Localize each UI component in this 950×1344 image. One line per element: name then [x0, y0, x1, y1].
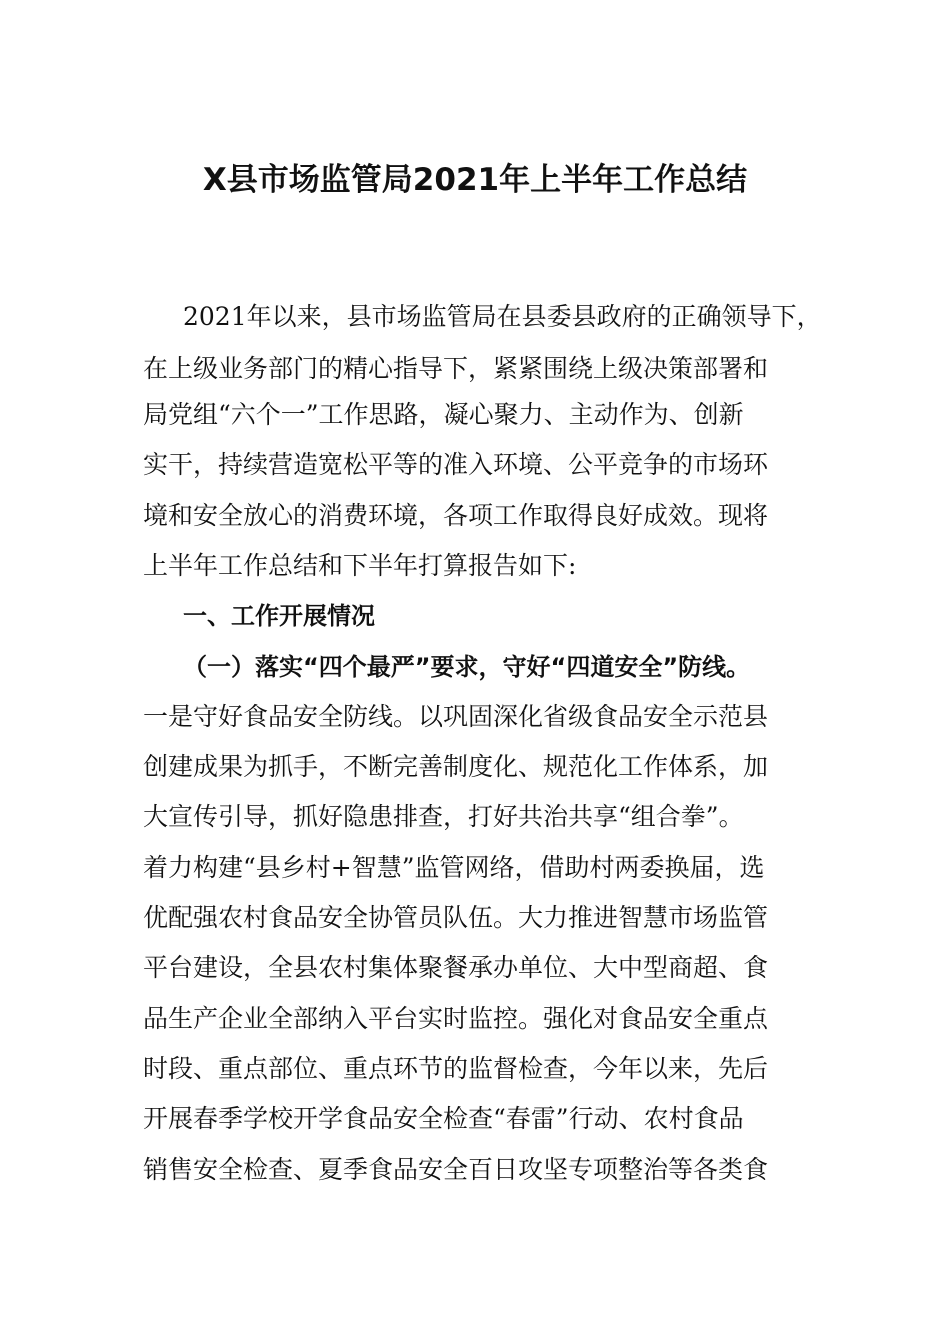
paragraph-line: 平台建设，全县农村集体聚餐承办单位、大中型商超、食 — [143, 953, 769, 982]
paragraph-line: 实干，持续营造宽松平等的准入环境、公平竞争的市场环 — [143, 450, 769, 479]
paragraph-line: 大宣传引导，抓好隐患排查，打好共治共享“组合拳”。 — [143, 802, 744, 831]
paragraph-line: 优配强农村食品安全协管员队伍。大力推进智慧市场监管 — [143, 903, 769, 932]
paragraph-line: 开展春季学校开学食品安全检查“春雷”行动、农村食品 — [143, 1104, 744, 1133]
paragraph-line: 2021年以来，县市场监管局在县委县政府的正确领导下， — [183, 302, 822, 331]
document-title: X县市场监管局2021年上半年工作总结 — [202, 162, 748, 198]
paragraph-line: 创建成果为抓手，不断完善制度化、规范化工作体系，加 — [143, 752, 769, 781]
paragraph-line: 一是守好食品安全防线。以巩固深化省级食品安全示范县 — [143, 702, 769, 731]
paragraph-line: 时段、重点部位、重点环节的监督检查，今年以来，先后 — [143, 1054, 769, 1083]
paragraph-line: 上半年工作总结和下半年打算报告如下: — [143, 551, 577, 580]
paragraph-line: 品生产企业全部纳入平台实时监控。强化对食品安全重点 — [143, 1004, 769, 1033]
paragraph-line: 境和安全放心的消费环境，各项工作取得良好成效。现将 — [143, 501, 769, 530]
paragraph-line: 销售安全检查、夏季食品安全百日攻坚专项整治等各类食 — [143, 1155, 769, 1184]
paragraph-line: 着力构建“县乡村+智慧”监管网络，借助村两委换届，选 — [143, 853, 765, 882]
subsection-heading: （一）落实“四个最严”要求，守好“四道安全”防线。 — [183, 653, 751, 681]
section-heading: 一、工作开展情况 — [183, 602, 375, 630]
paragraph-line: 在上级业务部门的精心指导下，紧紧围绕上级决策部署和 — [143, 354, 769, 383]
paragraph-line: 局党组“六个一”工作思路，凝心聚力、主动作为、创新 — [143, 400, 744, 429]
